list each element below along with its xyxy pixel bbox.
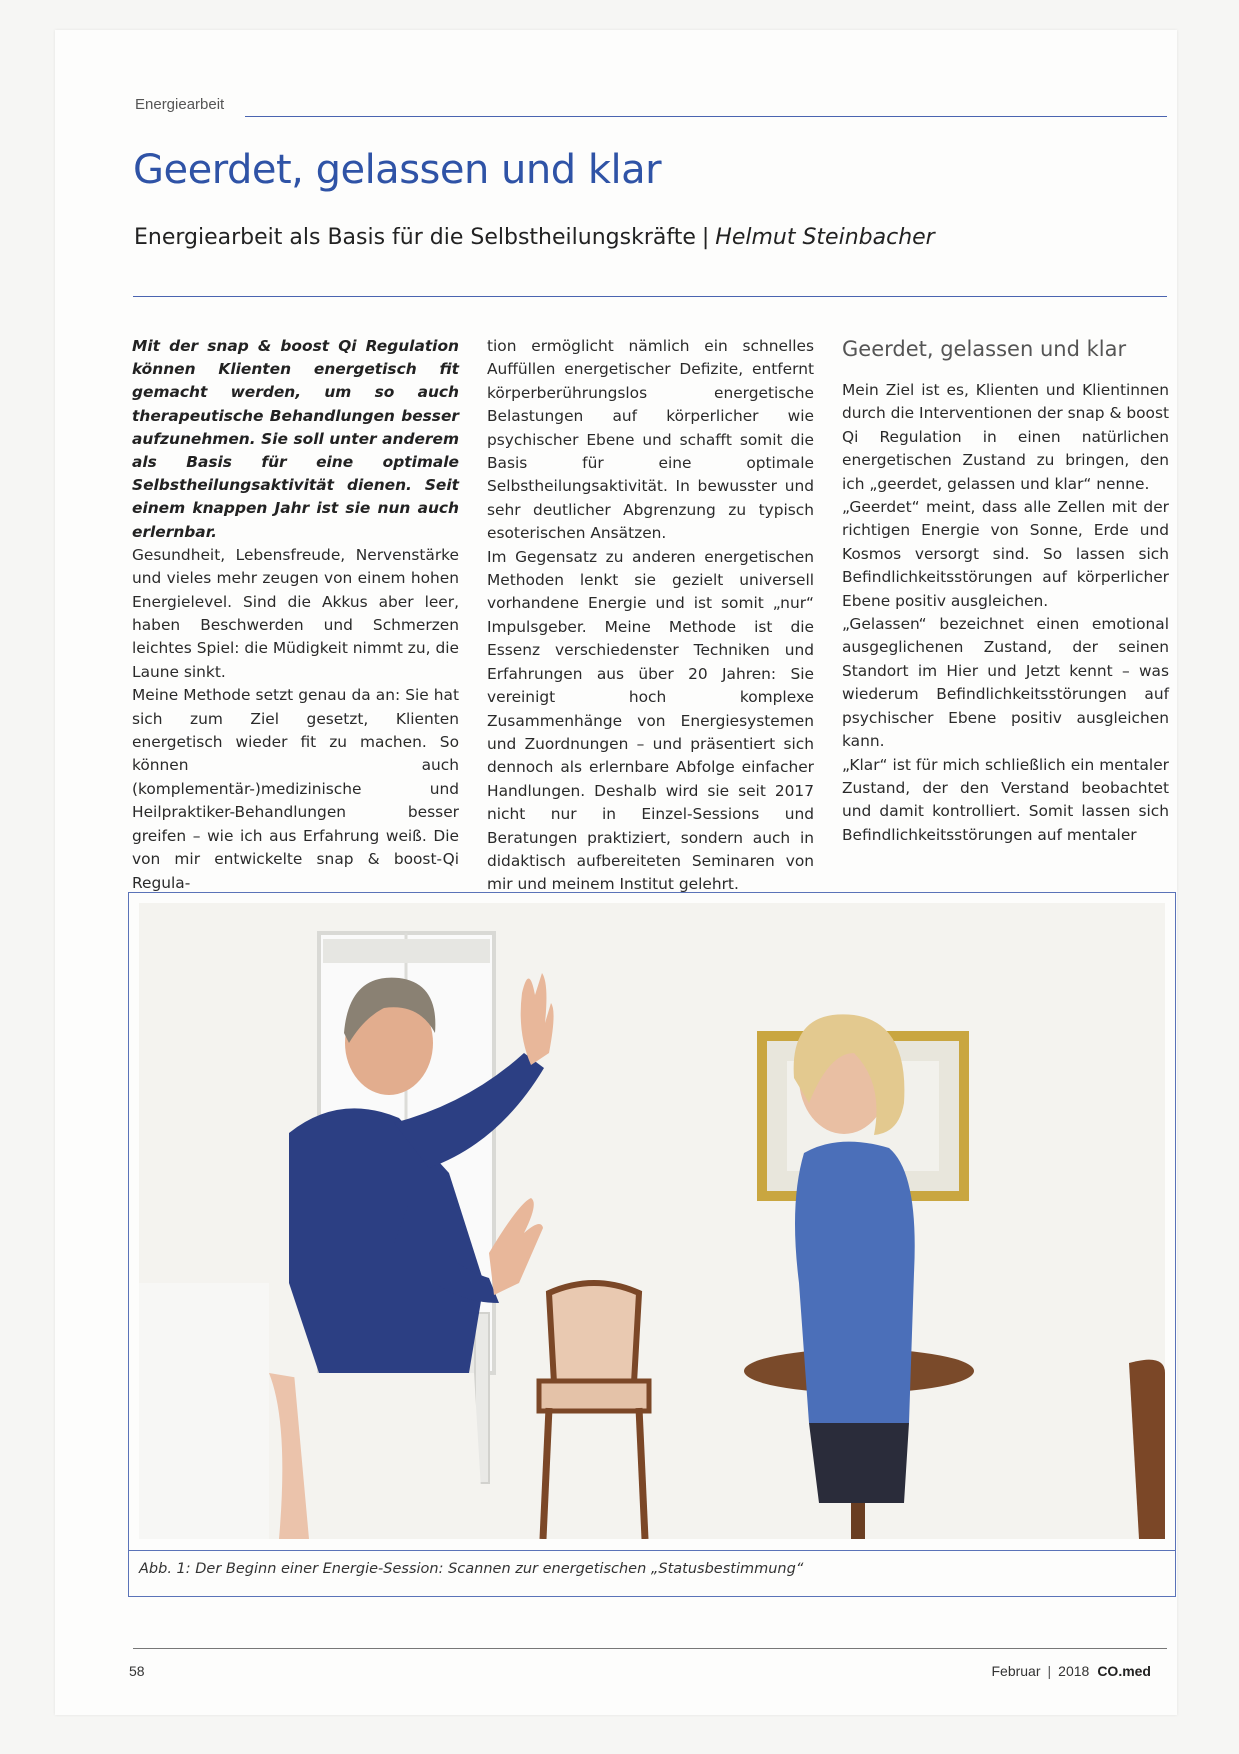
text-column-3 — [842, 335, 1169, 847]
body-paragraph: Gesundheit, Lebensfreude, Nervenstärke und vieles mehr zeugen von einem hohen Energielevel. Sind die Akkus aber leer, haben Beschwerden und Schmerzen leichtes Spiel: die Müdigkeit nimmt zu, die Laune sinkt. — [132, 545, 459, 681]
caption-rule — [129, 1550, 1175, 1551]
body-paragraph: „Gelassen“ bezeichnet einen emotional ausgeglichenen Zustand, der seinen Standort im Hier und Jetzt kennt – was wiederum Befindlichkeitsstörungen auf psychischer Ebene positiv ausgleichen kann. — [842, 615, 1169, 751]
page-number: 58 — [129, 1663, 145, 1679]
text-column-2 — [487, 335, 814, 897]
footer-rule — [133, 1648, 1167, 1649]
magazine-brand: CO.med — [1097, 1663, 1151, 1679]
footer-issue — [991, 1663, 1151, 1679]
text-column-1 — [132, 335, 459, 895]
footer-year: 2018 — [1058, 1663, 1090, 1679]
session-photo — [139, 903, 1165, 1539]
lead-paragraph: Mit der snap & boost Qi Regulation können Klienten energetisch fit gemacht werden, um so auch therapeutische Behandlungen besser aufzunehmen. Sie soll unter anderem als Basis für eine optimale Selbstheilungsaktivität dienen. Seit einem knappen Jahr ist sie nun auch erlernbar. — [132, 337, 459, 541]
footer-separator: | — [1047, 1663, 1052, 1679]
figure-caption: Abb. 1: Der Beginn einer Energie-Session: Scannen zur energetischen „Statusbestimmung“ — [139, 1561, 804, 1577]
body-paragraph: Meine Methode setzt genau da an: Sie hat sich zum Ziel gesetzt, Klienten energetisch wieder fit zu machen. So können auch (komplementär-)medizinische und Heilpraktiker-Behandlungen besser greifen – wie ich aus Erfahrung weiß. Die von mir entwickelte snap & boost-Qi Regula- — [132, 686, 459, 892]
body-paragraph: tion ermöglicht nämlich ein schnelles Auffüllen energetischer Defizite, entfernt körperberührungslos energetische Belastungen auf körperlicher wie psychischer Ebene und schafft somit die Basis für eine optimale Selbstheilungsaktivität. In bewusster und sehr deutlicher Abgrenzung zu typisch esoterischen Ansätzen. — [487, 337, 814, 543]
body-paragraph: „Geerdet“ meint, dass alle Zellen mit der richtigen Energie von Sonne, Erde und Kosmos versorgt sind. So lassen sich Befindlichkeitsstörungen auf körperlicher Ebene positiv ausgleichen. — [842, 498, 1169, 610]
article-subtitle — [134, 225, 935, 250]
header-rule — [245, 116, 1167, 117]
author-name: Helmut Steinbacher — [715, 225, 935, 250]
body-paragraph: Im Gegensatz zu anderen energetischen Methoden lenkt sie gezielt universell vorhandene Energie und ist somit „nur“ Impulsgeber. Meine Methode ist die Essenz verschiedenster Techniken und Erfahrungen aus über 20 Jahren: Sie vereinigt hoch komplexe Zusammenhänge von Energiesystemen und Zuordnungen – und präsentiert sich dennoch als erlernbare Abfolge einfacher Handlungen. Deshalb wird sie seit 2017 nicht nur in Einzel-Sessions und Beratungen praktiziert, sondern auch in didaktisch aufbereiteten Seminaren von mir und meinem Institut gelehrt. — [487, 547, 814, 894]
section-label: Energiearbeit — [135, 96, 225, 113]
body-paragraph: Mein Ziel ist es, Klienten und Klientinnen durch die Interventionen der snap & boost Qi Regulation in einen natürlichen energetischen Zustand zu bringen, den ich „geerdet, gelassen und klar“ nenne. — [842, 381, 1169, 493]
article-title: Geerdet, gelassen und klar — [133, 147, 662, 193]
figure-frame — [128, 892, 1176, 1597]
subtitle-separator: | — [701, 225, 710, 250]
section-heading: Geerdet, gelassen und klar — [842, 337, 1127, 361]
photo-illustration — [139, 903, 1165, 1539]
subtitle-rule — [133, 296, 1167, 297]
subtitle-text: Energiearbeit als Basis für die Selbstheilungskräfte — [134, 225, 696, 250]
body-paragraph: „Klar“ ist für mich schließlich ein mentaler Zustand, der den Verstand beobachtet und damit kontrolliert. Somit lassen sich Befindlichkeitsstörungen auf mentaler — [842, 755, 1169, 844]
footer-month: Februar — [991, 1663, 1041, 1679]
magazine-page — [55, 30, 1177, 1715]
